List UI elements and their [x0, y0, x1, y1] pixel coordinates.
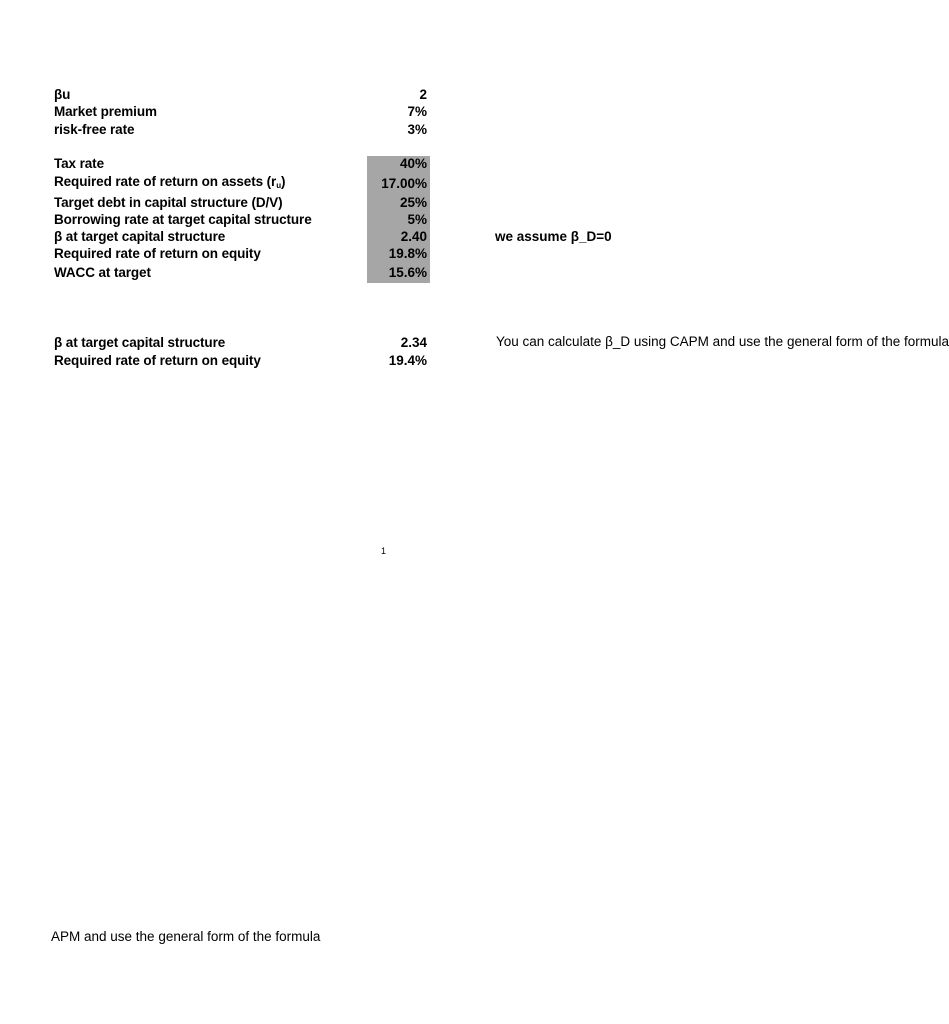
wacc-value: 15.6%	[388, 265, 427, 280]
required-return-equity-alt-label: Required rate of return on equity	[54, 353, 261, 368]
target-debt-label: Target debt in capital structure (D/V)	[54, 195, 283, 210]
alternative-note-clip	[496, 333, 949, 351]
required-return-equity-label: Required rate of return on equity	[54, 246, 261, 261]
target-debt-value: 25%	[399, 195, 427, 210]
beta-unlevered-value: 2	[419, 87, 427, 102]
beta-target-alt-label: β at target capital structure	[54, 335, 226, 350]
beta-target-value: 2.40	[400, 229, 427, 244]
tax-rate-label: Tax rate	[54, 156, 104, 171]
footer-overflow-text: APM and use the general form of the formula	[51, 929, 321, 944]
tax-rate-value: 40%	[399, 156, 427, 171]
required-return-equity-alt-value: 19.4%	[388, 353, 427, 368]
required-return-assets-value: 17.00%	[381, 176, 427, 191]
risk-free-rate-label: risk-free rate	[54, 122, 135, 137]
beta-target-alt-value: 2.34	[400, 335, 427, 350]
wacc-label: WACC at target	[54, 265, 151, 280]
assumption-note: we assume β_D=0	[495, 229, 612, 244]
risk-free-rate-value: 3%	[407, 122, 427, 137]
alternative-note: You can calculate β_D using CAPM and use the general form of the formula	[496, 334, 949, 349]
beta-target-label: β at target capital structure	[54, 229, 226, 244]
market-premium-label: Market premium	[54, 104, 157, 119]
page-number: 1	[381, 546, 387, 556]
market-premium-value: 7%	[407, 104, 427, 119]
borrowing-rate-label: Borrowing rate at target capital structure	[54, 212, 312, 227]
borrowing-rate-value: 5%	[407, 212, 427, 227]
required-return-equity-value: 19.8%	[388, 246, 427, 261]
beta-unlevered-label: βu	[54, 87, 71, 102]
required-return-assets-label: Required rate of return on assets $(r_u)$	[54, 174, 286, 190]
